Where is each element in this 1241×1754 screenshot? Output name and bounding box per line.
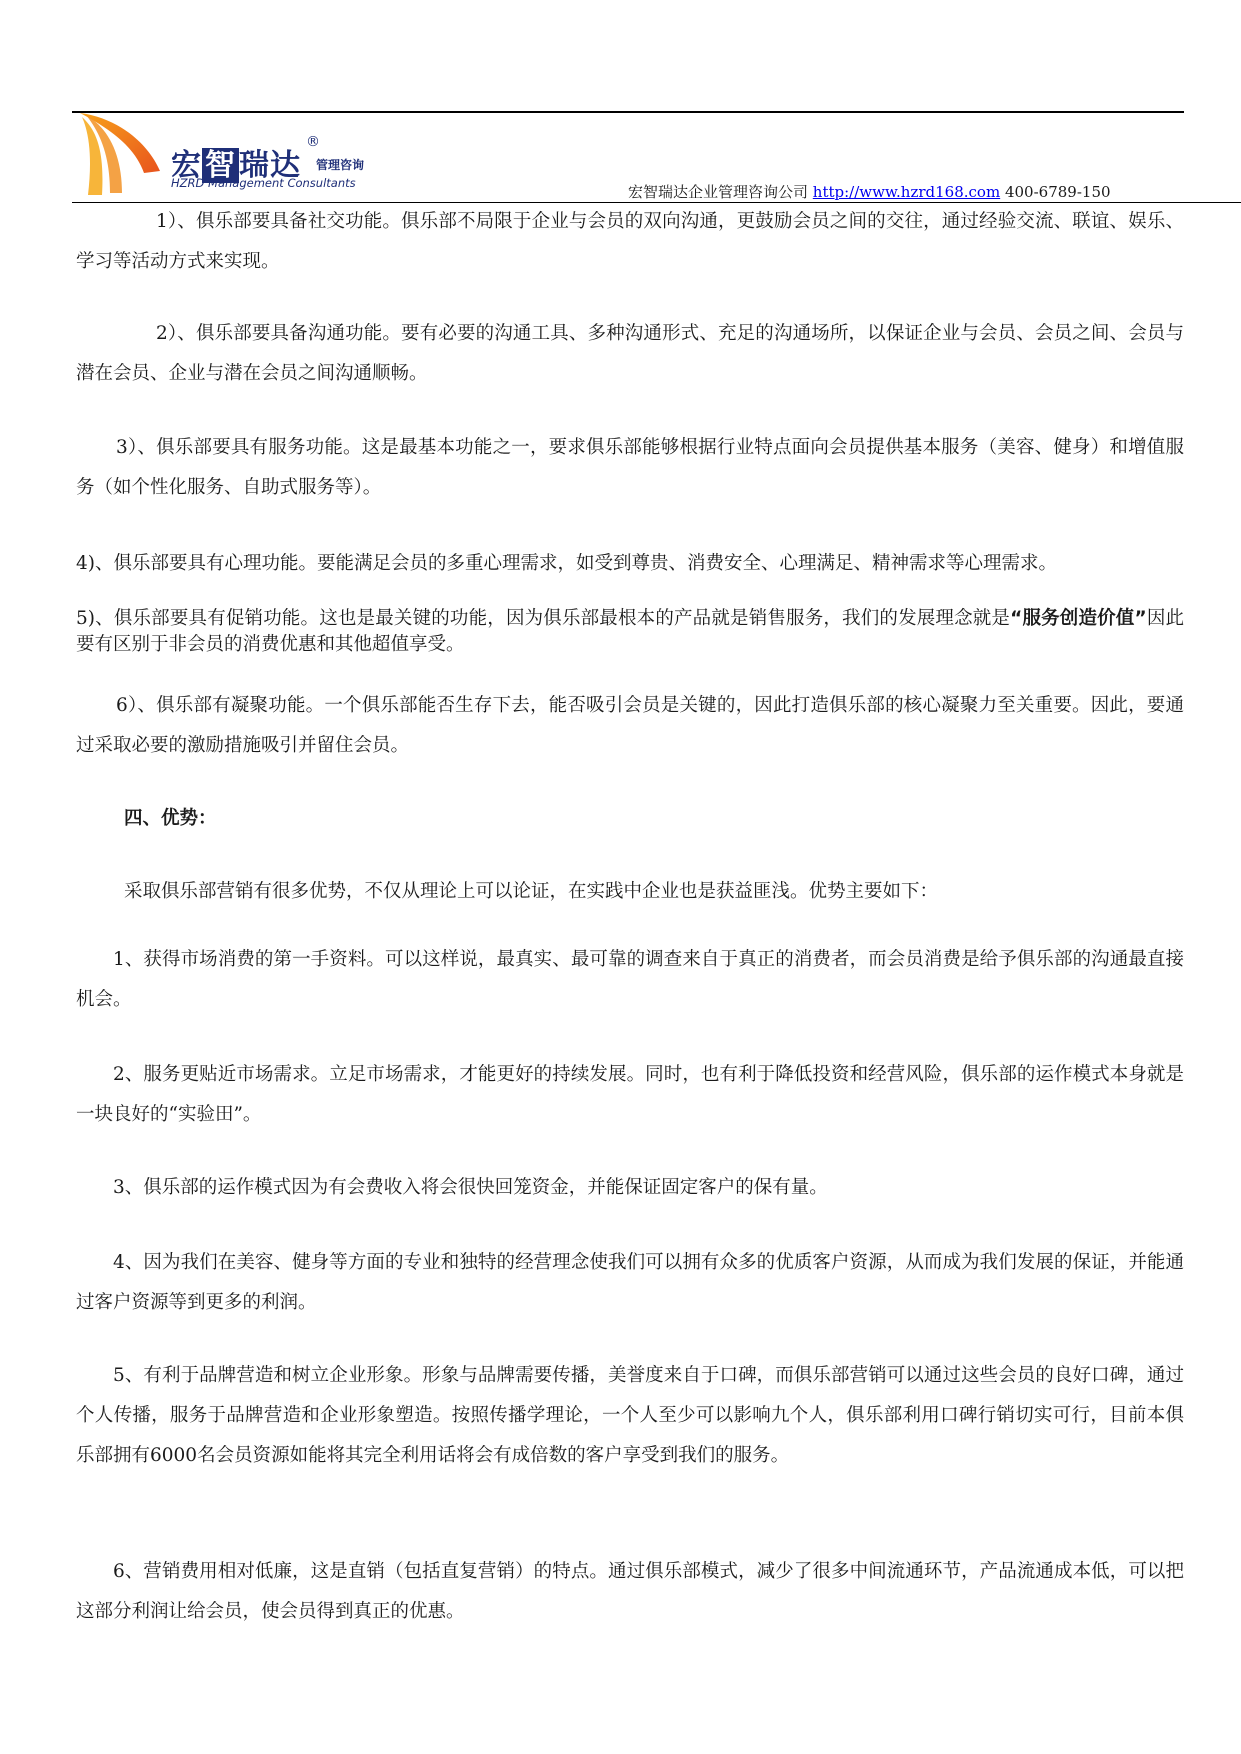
- advantage-item-3: 3、俱乐部的运作模式因为有会费收入将会很快回笼资金，并能保证固定客户的保有量。: [113, 1177, 828, 1198]
- brand-english-name: HZRD Management Consultants: [171, 176, 356, 190]
- paragraph-service-function: 3）、俱乐部要具有服务功能。这是最基本功能之一，要求俱乐部能够根据行业特点面向会员提供基本服务（美容、健身）和增值服务（如个性化服务、自助式服务等）。: [76, 437, 1184, 498]
- slogan-bold: “服务创造价值”: [1010, 608, 1147, 629]
- section-heading-advantages: 四、优势：: [124, 808, 217, 829]
- paragraph-social-function: 1）、俱乐部要具备社交功能。俱乐部不局限于企业与会员的双向沟通，更鼓励会员之间的交往，通过经验交流、联谊、娱乐、学习等活动方式来实现。: [76, 211, 1184, 272]
- advantage-item-6: 6、营销费用相对低廉，这是直销（包括直复营销）的特点。通过俱乐部模式，减少了很多中间流通环节，产品流通成本低，可以把这部分利润让给会员，使会员得到真正的优惠。: [76, 1561, 1184, 1622]
- header-contact: [628, 181, 1111, 202]
- paragraph-psychology-function: 4)、俱乐部要具有心理功能。要能满足会员的多重心理需求，如受到尊贵、消费安全、心理满足、精神需求等心理需求。: [76, 553, 1057, 574]
- advantage-item-4: 4、因为我们在美容、健身等方面的专业和独特的经营理念使我们可以拥有众多的优质客户资源，从而成为我们发展的保证，并能通过客户资源等到更多的利润。: [76, 1252, 1184, 1313]
- company-name: 宏智瑞达企业管理咨询公司: [628, 183, 809, 201]
- registered-mark: ®: [306, 134, 320, 150]
- advantage-item-1: 1、获得市场消费的第一手资料。可以这样说，最真实、最可靠的调查来自于真正的消费者，而会员消费是给予俱乐部的沟通最直接机会。: [76, 949, 1184, 1010]
- website-link[interactable]: http://www.hzrd168.com: [812, 183, 1001, 201]
- paragraph-cohesion-function: 6）、俱乐部有凝聚功能。一个俱乐部能否生存下去，能否吸引会员是关键的，因此打造俱乐部的核心凝聚力至关重要。因此，要通过采取必要的激励措施吸引并留住会员。: [76, 695, 1184, 756]
- paragraph-promotion-function: 5)、俱乐部要具有促销功能。这也是最关键的功能，因为俱乐部最根本的产品就是销售服务，我们的发展理念就是“服务创造价值”因此要有区别于非会员的消费优惠和其他超值享受。: [76, 608, 1184, 655]
- advantage-item-5: 5、有利于品牌营造和树立企业形象。形象与品牌需要传播，美誉度来自于口碑，而俱乐部营销可以通过这些会员的良好口碑，通过个人传播，服务于品牌营造和企业形象塑造。按照传播学理论，一个人至少可以影响九个人，俱乐部利用口碑行销切实可行，目前本俱乐部拥有6000名会员资源如能将其完全利用话将会有成倍数的客户享受到我们的服务。: [76, 1365, 1184, 1466]
- paragraph-communication-function: 2）、俱乐部要具备沟通功能。要有必要的沟通工具、多种沟通形式、充足的沟通场所，以保证企业与会员、会员之间、会员与潜在会员、企业与潜在会员之间沟通顺畅。: [76, 323, 1184, 384]
- advantage-item-2: 2、服务更贴近市场需求。立足市场需求，才能更好的持续发展。同时，也有利于降低投资和经营风险，俱乐部的运作模式本身就是一块良好的“实验田”。: [76, 1064, 1184, 1125]
- phone-number: 400-6789-150: [1004, 183, 1111, 201]
- brand-subtitle: 管理咨询: [316, 158, 365, 172]
- paragraph-advantages-intro: 采取俱乐部营销有很多优势，不仅从理论上可以论证，在实践中企业也是获益匪浅。优势主要如下：: [124, 881, 939, 902]
- brand-chinese-name: 宏 智 瑞达: [171, 148, 301, 183]
